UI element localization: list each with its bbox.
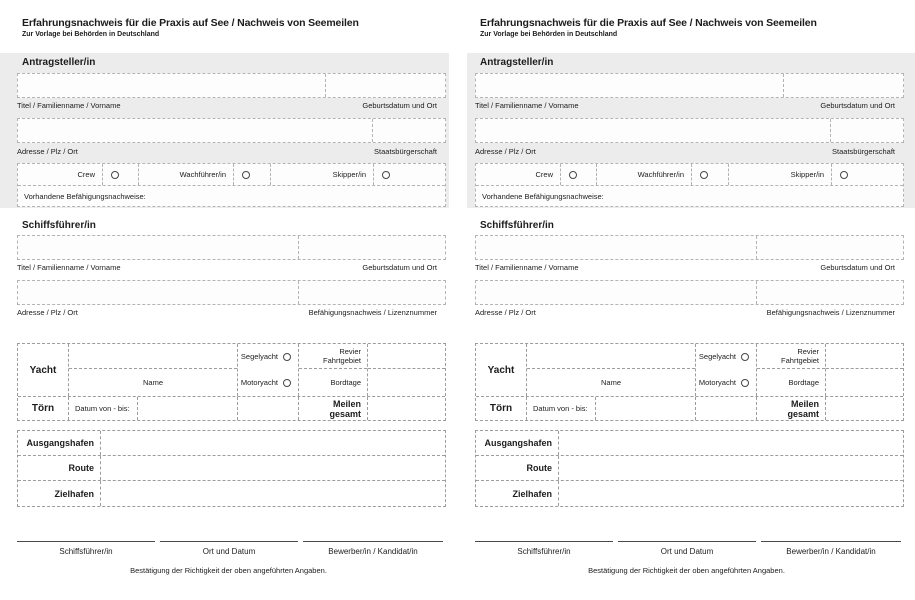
skipper-license-label: Befähigungsnachweis / Lizenznummer <box>308 308 437 317</box>
trip-date-input[interactable] <box>138 397 238 420</box>
start-harbor-input[interactable] <box>101 431 445 455</box>
trip-date-label: Datum von - bis: <box>533 404 588 413</box>
destination-harbor-input[interactable] <box>101 481 445 506</box>
miles-label: Meilen gesamt <box>787 398 819 419</box>
days-input[interactable] <box>826 369 903 396</box>
applicant-citizenship-label: Staatsbürgerschaft <box>832 147 895 156</box>
skipper-address-label: Adresse / Plz / Ort <box>17 308 78 317</box>
area-input[interactable] <box>368 344 445 369</box>
motoryacht-label: Motoryacht <box>698 378 736 387</box>
start-harbor-row <box>476 431 903 456</box>
yacht-name-label-cell <box>527 369 695 396</box>
applicant-address-label-row <box>17 147 446 156</box>
miles-label: Meilen gesamt <box>329 398 361 419</box>
days-label: Bordtage <box>788 378 819 387</box>
applicant-address-row <box>17 118 446 143</box>
form-title: Erfahrungsnachweis für die Praxis auf See / Nachweis von Seemeilen <box>22 17 359 29</box>
skipper-license-input[interactable] <box>299 281 445 304</box>
skipper-name-input[interactable] <box>476 236 757 259</box>
confirmation-note: Bestätigung der Richtigkeit der oben angeführten Angaben. <box>130 566 327 575</box>
yacht-table <box>17 343 446 421</box>
signature-label-candidate: Bewerber/in / Kandidat/in <box>328 547 418 556</box>
route-label: Route <box>476 456 559 480</box>
yacht-label: Yacht <box>29 364 57 376</box>
signature-line-candidate[interactable] <box>303 541 443 556</box>
form-title: Erfahrungsnachweis für die Praxis auf See / Nachweis von Seemeilen <box>480 17 817 29</box>
motoryacht-cell <box>696 369 756 396</box>
trip-date-label-cell <box>527 397 596 420</box>
days-label: Bordtage <box>330 378 361 387</box>
skipper-name-label: Titel / Familienname / Vorname <box>17 263 121 272</box>
area-label-cell <box>757 344 825 369</box>
crew-radio[interactable] <box>111 171 119 179</box>
area-days-label-column <box>757 344 826 396</box>
yacht-table <box>475 343 904 421</box>
skipper-address-input[interactable] <box>476 281 757 304</box>
applicant-address-label-row <box>475 147 904 156</box>
certificates-label: Vorhandene Befähigungsnachweise: <box>24 191 146 201</box>
area-label-line2: Fahrtgebiet <box>781 356 819 365</box>
applicant-name-label-row <box>17 101 446 110</box>
confirmation-note: Bestätigung der Richtigkeit der oben angeführten Angaben. <box>588 566 785 575</box>
role-watch-label: Wachführer/in <box>637 170 684 179</box>
start-harbor-row <box>18 431 445 456</box>
applicant-name-input[interactable] <box>476 74 784 97</box>
role-crew-label: Crew <box>77 170 95 179</box>
area-days-label-column <box>299 344 368 396</box>
days-label-cell <box>299 369 367 396</box>
applicant-role-table <box>475 163 904 207</box>
form-subtitle: Zur Vorlage bei Behörden in Deutschland <box>480 31 618 38</box>
route-row <box>476 456 903 481</box>
certificates-input-row[interactable] <box>18 185 445 206</box>
applicant-address-input[interactable] <box>476 119 831 142</box>
skipper-radio[interactable] <box>840 171 848 179</box>
applicant-address-label: Adresse / Plz / Ort <box>475 147 536 156</box>
area-label-line2: Fahrtgebiet <box>323 356 361 365</box>
trip-spare-input[interactable] <box>238 397 299 420</box>
applicant-birthdate-input[interactable] <box>326 74 445 97</box>
trip-label: Törn <box>31 403 55 414</box>
yacht-label: Yacht <box>487 364 515 376</box>
days-label-cell <box>757 369 825 396</box>
applicant-role-table <box>17 163 446 207</box>
skipper-name-label: Titel / Familienname / Vorname <box>475 263 579 272</box>
yacht-name-label: Name <box>142 378 163 387</box>
motoryacht-cell <box>238 369 298 396</box>
destination-harbor-label: Zielhafen <box>476 481 559 506</box>
skipper-birthdate-input[interactable] <box>299 236 445 259</box>
role-watch-cell <box>139 164 234 185</box>
route-table <box>17 430 446 507</box>
yacht-type-column <box>696 344 757 396</box>
yacht-label-cell <box>18 344 69 396</box>
signature-label-skipper: Schiffsführer/in <box>59 547 113 556</box>
destination-harbor-input[interactable] <box>559 481 903 506</box>
skipper-birthdate-label: Geburtsdatum und Ort <box>362 263 437 272</box>
sailyacht-radio[interactable] <box>741 353 749 361</box>
days-input[interactable] <box>368 369 445 396</box>
yacht-upper-rows <box>476 344 903 396</box>
yacht-name-input[interactable] <box>527 344 695 369</box>
area-label-line1: Revier <box>339 347 361 356</box>
certificates-label: Vorhandene Befähigungsnachweise: <box>482 191 604 201</box>
role-watch-radio-cell <box>234 164 271 185</box>
route-label: Route <box>18 456 101 480</box>
applicant-heading: Antragsteller/in <box>480 57 554 68</box>
applicant-name-label: Titel / Familienname / Vorname <box>17 101 121 110</box>
route-row <box>18 456 445 481</box>
applicant-birthdate-input[interactable] <box>784 74 903 97</box>
form-subtitle: Zur Vorlage bei Behörden in Deutschland <box>22 31 160 38</box>
role-watch-label: Wachführer/in <box>179 170 226 179</box>
role-crew-cell <box>18 164 103 185</box>
motoryacht-radio[interactable] <box>283 379 291 387</box>
signature-line-skipper[interactable] <box>475 541 613 556</box>
signature-line-place-date[interactable] <box>160 541 298 556</box>
applicant-address-label: Adresse / Plz / Ort <box>17 147 78 156</box>
skipper-address-label-row <box>475 308 904 317</box>
skipper-name-input[interactable] <box>18 236 299 259</box>
yacht-name-label-cell <box>69 369 237 396</box>
applicant-name-label: Titel / Familienname / Vorname <box>475 101 579 110</box>
sailyacht-radio[interactable] <box>283 353 291 361</box>
skipper-name-label-row <box>17 263 446 272</box>
skipper-address-row <box>17 280 446 305</box>
route-input[interactable] <box>559 456 903 480</box>
skipper-address-input[interactable] <box>18 281 299 304</box>
yacht-upper-rows <box>18 344 445 396</box>
trip-spare-input[interactable] <box>696 397 757 420</box>
sailyacht-label: Segelyacht <box>698 352 736 361</box>
miles-label-cell <box>757 397 826 420</box>
skipper-license-label: Befähigungsnachweis / Lizenznummer <box>766 308 895 317</box>
form-page <box>0 0 457 600</box>
destination-harbor-row <box>476 481 903 506</box>
applicant-name-input[interactable] <box>18 74 326 97</box>
yacht-name-column <box>69 344 238 396</box>
applicant-citizenship-input[interactable] <box>831 119 903 142</box>
trip-row <box>476 396 903 420</box>
role-watch-radio-cell <box>692 164 729 185</box>
motoryacht-radio[interactable] <box>741 379 749 387</box>
signature-label-place-date: Ort und Datum <box>660 547 714 556</box>
applicant-address-input[interactable] <box>18 119 373 142</box>
sailyacht-cell <box>238 344 298 369</box>
skipper-address-label-row <box>17 308 446 317</box>
skipper-address-row <box>475 280 904 305</box>
skipper-birthdate-label: Geburtsdatum und Ort <box>820 263 895 272</box>
signature-label-place-date: Ort und Datum <box>202 547 256 556</box>
role-skipper-label: Skipper/in <box>332 170 366 179</box>
miles-label-cell <box>299 397 368 420</box>
trip-row <box>18 396 445 420</box>
role-crew-radio-cell <box>561 164 597 185</box>
skipper-name-row <box>475 235 904 260</box>
trip-date-label-cell <box>69 397 138 420</box>
sailyacht-cell <box>696 344 756 369</box>
role-row <box>18 164 445 185</box>
applicant-citizenship-input[interactable] <box>373 119 445 142</box>
watchleader-radio[interactable] <box>700 171 708 179</box>
role-skipper-label: Skipper/in <box>790 170 824 179</box>
area-days-input-column <box>368 344 445 396</box>
motoryacht-label: Motoryacht <box>240 378 278 387</box>
applicant-citizenship-label: Staatsbürgerschaft <box>374 147 437 156</box>
role-skipper-radio-cell <box>832 164 903 185</box>
applicant-birthdate-label: Geburtsdatum und Ort <box>362 101 437 110</box>
start-harbor-label: Ausgangshafen <box>476 431 559 455</box>
skipper-name-row <box>17 235 446 260</box>
skipper-heading: Schiffsführer/in <box>480 220 554 231</box>
destination-harbor-row <box>18 481 445 506</box>
role-skipper-radio-cell <box>374 164 445 185</box>
role-crew-label: Crew <box>535 170 553 179</box>
yacht-name-label: Name <box>600 378 621 387</box>
signature-line-skipper[interactable] <box>17 541 155 556</box>
skipper-address-label: Adresse / Plz / Ort <box>475 308 536 317</box>
route-input[interactable] <box>101 456 445 480</box>
yacht-label-cell <box>476 344 527 396</box>
crew-radio[interactable] <box>569 171 577 179</box>
area-days-input-column <box>826 344 903 396</box>
role-crew-cell <box>476 164 561 185</box>
applicant-name-label-row <box>475 101 904 110</box>
role-skipper-cell <box>271 164 374 185</box>
trip-date-input[interactable] <box>596 397 696 420</box>
form-page-2 <box>458 0 915 600</box>
yacht-name-column <box>527 344 696 396</box>
applicant-heading: Antragsteller/in <box>22 57 96 68</box>
route-table <box>475 430 904 507</box>
skipper-heading: Schiffsführer/in <box>22 220 96 231</box>
area-label-line1: Revier <box>797 347 819 356</box>
role-watch-cell <box>597 164 692 185</box>
applicant-name-row <box>475 73 904 98</box>
signature-label-candidate: Bewerber/in / Kandidat/in <box>786 547 876 556</box>
skipper-birthdate-input[interactable] <box>757 236 903 259</box>
role-row <box>476 164 903 185</box>
yacht-name-input[interactable] <box>69 344 237 369</box>
trip-label: Törn <box>489 403 513 414</box>
skipper-radio[interactable] <box>382 171 390 179</box>
miles-input[interactable] <box>368 397 445 420</box>
area-label-cell <box>299 344 367 369</box>
trip-label-cell <box>18 397 69 420</box>
signature-label-skipper: Schiffsführer/in <box>517 547 571 556</box>
destination-harbor-label: Zielhafen <box>18 481 101 506</box>
signature-line-place-date[interactable] <box>618 541 756 556</box>
certificates-input-row[interactable] <box>476 185 903 206</box>
trip-label-cell <box>476 397 527 420</box>
applicant-address-row <box>475 118 904 143</box>
miles-input[interactable] <box>826 397 903 420</box>
signature-line-candidate[interactable] <box>761 541 901 556</box>
skipper-license-input[interactable] <box>757 281 903 304</box>
sailyacht-label: Segelyacht <box>240 352 278 361</box>
skipper-name-label-row <box>475 263 904 272</box>
role-skipper-cell <box>729 164 832 185</box>
role-crew-radio-cell <box>103 164 139 185</box>
start-harbor-input[interactable] <box>559 431 903 455</box>
watchleader-radio[interactable] <box>242 171 250 179</box>
applicant-birthdate-label: Geburtsdatum und Ort <box>820 101 895 110</box>
applicant-name-row <box>17 73 446 98</box>
yacht-type-column <box>238 344 299 396</box>
area-input[interactable] <box>826 344 903 369</box>
start-harbor-label: Ausgangshafen <box>18 431 101 455</box>
trip-date-label: Datum von - bis: <box>75 404 130 413</box>
